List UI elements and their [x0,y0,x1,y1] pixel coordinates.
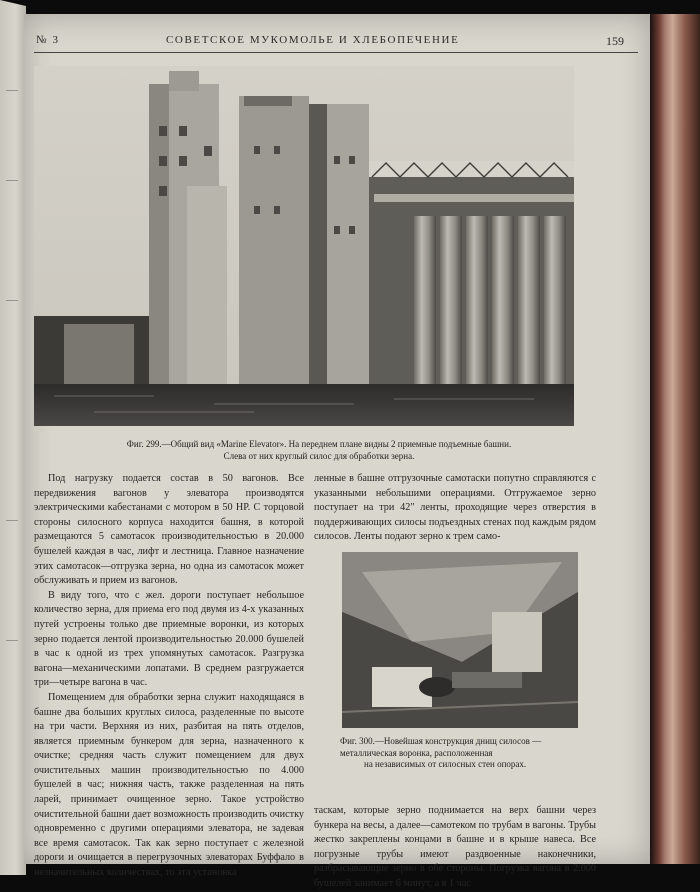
figure-300-caption [340,736,580,771]
silo-bottom-photo [342,552,578,728]
figure-299-caption-line-1: Фиг. 299.—Общий вид «Marine Elevator». На переднем плане видны 2 приемные подъемные башни. [126,439,512,449]
figure-300-caption-line-1: Фиг. 300.—Новейшая конструкция днищ силосов — металлическая воронка, расположенная [340,736,542,758]
right-text-column-top [314,472,596,545]
figure-299-caption [64,438,574,462]
facing-page-edge [0,0,26,875]
book-page-stack [650,14,700,864]
figure-300-caption-line-2: на независимых от силосных стен опорах. [364,759,527,769]
running-header [36,34,636,52]
paragraph: В виду того, что с жел. дороги поступает небольшое количество зерна, для приема его под двумя из 4-х указанных путей устроены только две приемные воронки, из которых зерно подается лентой производительностью 20.000 бушелей в час к одной из трех упомянутых самотасок. Разгрузка вагона—механическими лопатами. В среднем разгружается три—четыре вагона в час. [34,589,304,689]
paragraph: Под нагрузку подается состав в 50 вагонов. Все передвижения вагонов у элеватора производятся электрическими кабестанами с мотором в 50 НР. С торцовой стороны силосного корпуса находится башня, в которой размещаются 5 самотасок производительностью в 20.000 бушелей каждая в час, лифт и лестница. Главное назначение этих самотасок—отгрузка зерна, но одна из самотасок может обслуживать и прием из вагонов. [34,473,304,587]
issue-number: № 3 [36,34,60,46]
paragraph: Помещением для обработки зерна служит находящаяся в башне два больших круглых силоса, разделенные по высоте на три части. Верхняя из них, разбитая на пять отделов, является приемным бункером для зерна, назначенного к очистке; средняя часть служит помещением для двух очистительных машин производительностью по 4.000 бушелей в час; нижняя часть, также разделенная на пять ларей, принимает очищенное зерно. Такое устройство очистительной башни дает возможность производить очистку одновременно с другими операциями элеватора, не задевая все время самотасок. Так как зерно поступает с железной дороги и очищается в перегрузочных элеваторах Буффало в незначительных количествах, то эта установка [34,691,304,879]
paragraph: таскам, которые зерно поднимается на верх башни через бункера на весы, а далее—самотеком по трубам в вагоны. Трубы жестко закреплены концами в башне и в крыше навеса. Все погрузные трубы имеют раздвоенные наконечники, разбрасывающие зерно в обе стороны. Погрузка вагона в 2.000 бушелей занимает 6 минут, а в 1 час [314,805,596,889]
header-rule [34,52,638,53]
figure-299-caption-line-2: Слева от них круглый силос для обработки зерна. [223,451,415,461]
left-text-column [34,472,304,881]
page-number: 159 [606,34,624,48]
paragraph: ленные в башне отгрузочные самотаски попутно справляются с указанными небольшими операциями. Отгружаемое зерно поступает на три 42" ленты, проходящие через отверстия в поддерживающих силосы подъездных стенах под каждым рядом силосов. Ленты подают зерно к трем само- [314,473,596,543]
journal-page [24,14,650,889]
elevator-photo [34,66,574,426]
right-text-column-bottom [314,804,596,892]
journal-title: СОВЕТСКОЕ МУКОМОЛЬЕ И ХЛЕБОПЕЧЕНИЕ [166,34,460,46]
